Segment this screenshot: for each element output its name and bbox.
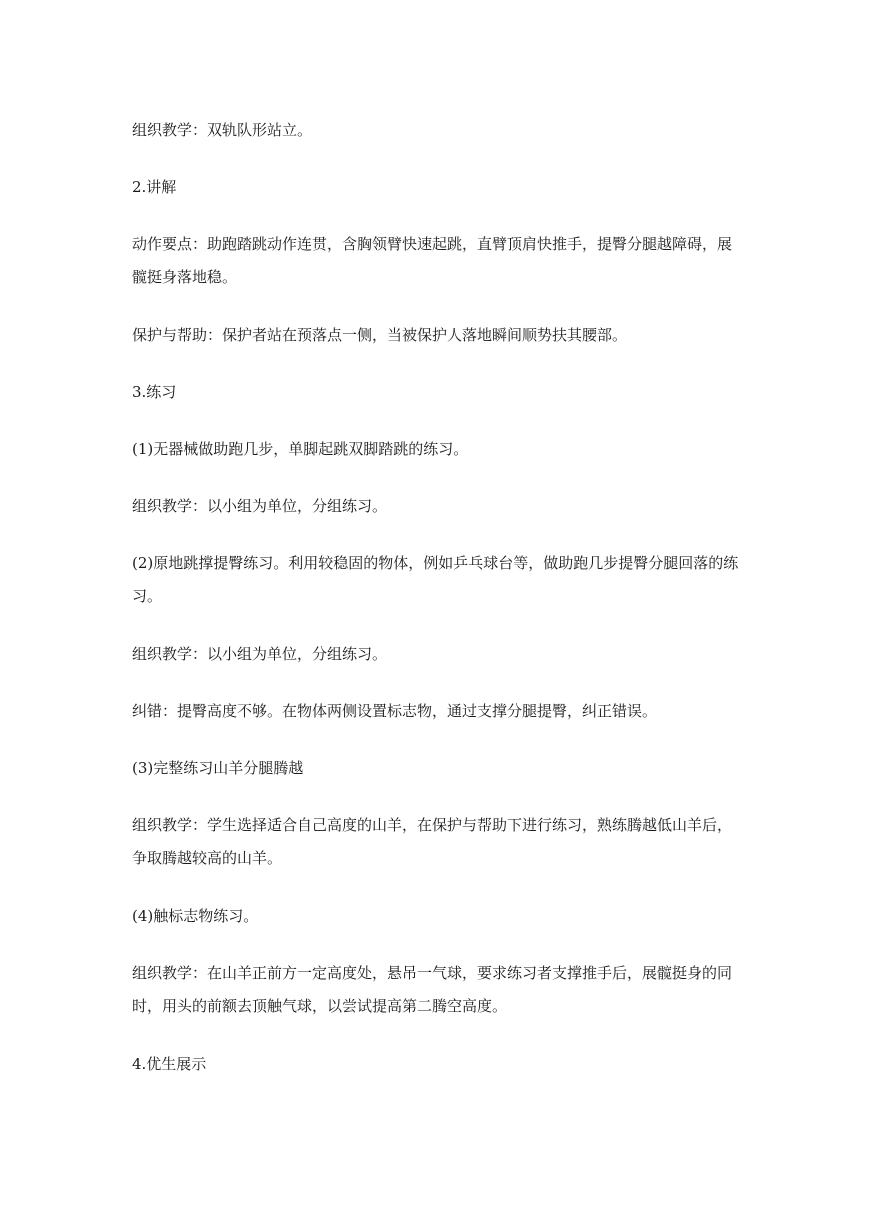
paragraph-correction: 纠错：提臀高度不够。在物体两侧设置标志物，通过支撑分腿提臀，纠正错误。 bbox=[132, 702, 658, 720]
paragraph-practice-4: (4)触标志物练习。 bbox=[132, 907, 259, 925]
paragraph-protection: 保护与帮助：保护者站在预落点一侧，当被保护人落地瞬间顺势扶其腰部。 bbox=[132, 326, 628, 344]
paragraph-organization-2: 组织教学：以小组为单位，分组练习。 bbox=[132, 497, 388, 515]
paragraph-organization-4: 组织教学：学生选择适合自己高度的山羊，在保护与帮助下进行练习，熟练腾越低山羊后，争取腾越较高的山羊。 bbox=[132, 816, 733, 867]
paragraph-practice-1: (1)无器械做助跑几步，单脚起跳双脚踏跳的练习。 bbox=[132, 440, 469, 458]
heading-demonstration: 4.优生展示 bbox=[132, 1055, 207, 1073]
paragraph-practice-2: (2)原地跳撑提臀练习。利用较稳固的物体，例如乒乓球台等，做助跑几步提臀分腿回落的练习。 bbox=[132, 554, 739, 605]
paragraph-organization-5: 组织教学：在山羊正前方一定高度处，悬吊一气球，要求练习者支撑推手后，展髋挺身的同时，用头的前额去顶触气球，以尝试提高第二腾空高度。 bbox=[132, 964, 733, 1015]
heading-practice: 3.练习 bbox=[132, 383, 177, 401]
paragraph-organization-3: 组织教学：以小组为单位，分组练习。 bbox=[132, 645, 388, 663]
paragraph-organization-1: 组织教学：双轨队形站立。 bbox=[132, 121, 313, 139]
paragraph-practice-3: (3)完整练习山羊分腿腾越 bbox=[132, 759, 304, 777]
heading-explanation: 2.讲解 bbox=[132, 178, 177, 196]
paragraph-key-points: 动作要点：助跑踏跳动作连贯，含胸领臂快速起跳，直臂顶肩快推手，提臀分腿越障碍，展髋挺身落地稳。 bbox=[132, 235, 733, 286]
